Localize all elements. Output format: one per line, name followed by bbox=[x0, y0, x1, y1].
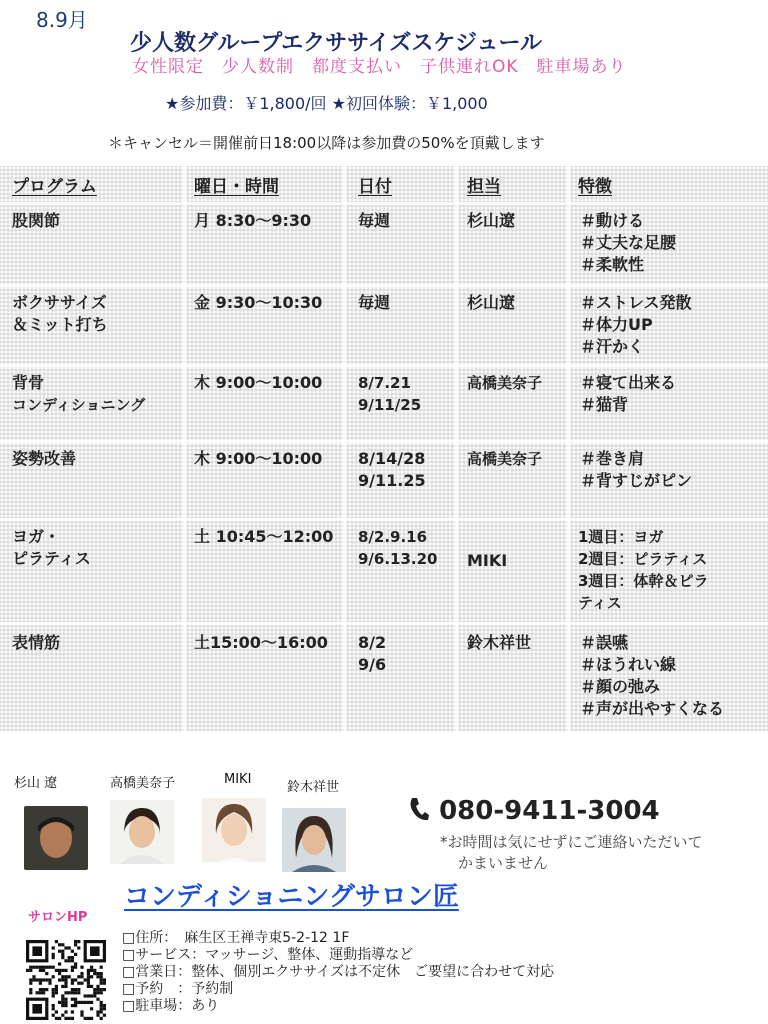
date-value: 9/6.13.20 bbox=[358, 550, 438, 568]
program-name: ピラティス bbox=[12, 549, 91, 568]
salon-name-link[interactable]: コンディショニングサロン匠 bbox=[124, 882, 459, 912]
time-cell: 金 9:30〜10:30 bbox=[194, 293, 323, 312]
time-cell: 土 10:45〜12:00 bbox=[194, 527, 334, 546]
program-cell bbox=[12, 292, 108, 336]
program-name: 股関節 bbox=[12, 211, 61, 230]
staff-photo bbox=[24, 806, 88, 870]
feature-tag: ＃背すじがピン bbox=[580, 471, 693, 490]
feature-tag: ＃巻き肩 bbox=[580, 449, 645, 468]
feature-tag: ＃声が出やすくなる bbox=[580, 699, 725, 718]
program-cell bbox=[12, 526, 91, 570]
column-divider bbox=[455, 166, 458, 731]
column-divider bbox=[183, 166, 186, 731]
page-subtitle: 女性限定 少人数制 都度支払い 子供連れOK 駐車場あり bbox=[132, 57, 627, 77]
avatar bbox=[110, 800, 174, 864]
header-program: プログラム bbox=[12, 177, 97, 197]
page-title: 少人数グループエクササイズスケジュール bbox=[130, 31, 543, 56]
program-name: ヨガ・ bbox=[12, 527, 61, 546]
program-cell bbox=[12, 210, 60, 232]
header-date: 日付 bbox=[358, 177, 392, 197]
staff-photo bbox=[202, 798, 266, 862]
cancel-note: ＊キャンセル＝開催前日18:00以降は参加費の50%を頂戴します bbox=[108, 134, 545, 152]
program-cell bbox=[12, 448, 76, 470]
program-name: 表情筋 bbox=[12, 633, 61, 652]
salon-info-line: □駐車場：あり bbox=[122, 998, 220, 1014]
contact-note bbox=[440, 832, 760, 874]
instructor-cell: 杉山遼 bbox=[467, 293, 516, 312]
instructor-cell: 鈴木祥世 bbox=[467, 633, 532, 652]
face-shape bbox=[221, 814, 247, 846]
face-shape bbox=[302, 825, 326, 855]
staff-photo bbox=[110, 800, 174, 864]
feature-tag: ＃顔の弛み bbox=[580, 677, 661, 696]
date-value: 毎週 bbox=[358, 293, 391, 312]
row-divider bbox=[0, 518, 768, 521]
feature-tag: ＃動ける bbox=[580, 211, 645, 230]
instructor-cell: MIKI bbox=[467, 551, 508, 570]
features-cell bbox=[580, 210, 676, 276]
program-name: ボクササイズ bbox=[12, 293, 107, 312]
instructor-cell: 高橋美奈子 bbox=[467, 374, 543, 392]
instructor-cell: 高橋美奈子 bbox=[467, 450, 543, 468]
feature-tag: 3週目：体幹＆ピラ bbox=[578, 572, 709, 590]
row-divider bbox=[0, 622, 768, 625]
row-divider bbox=[0, 284, 768, 287]
header-instructor: 担当 bbox=[467, 177, 501, 197]
date-cell bbox=[358, 292, 390, 314]
date-value: 8/14/28 bbox=[358, 449, 426, 468]
date-value: 8/7.21 bbox=[358, 374, 411, 392]
program-name: ＆ミット打ち bbox=[12, 315, 108, 334]
schedule-table bbox=[0, 166, 768, 731]
contact-note-line: かまいません bbox=[458, 854, 549, 872]
staff-name: 高橋美奈子 bbox=[110, 776, 176, 791]
salon-info-line: □住所： 麻生区王禅寺東5-2-12 1F bbox=[122, 930, 350, 946]
avatar bbox=[202, 798, 266, 862]
feature-tag: ＃寝て出来る bbox=[580, 373, 677, 392]
header-time: 曜日・時間 bbox=[194, 177, 279, 197]
fee-line: ★参加費：￥1,800/回 ★初回体験：￥1,000 bbox=[165, 94, 488, 113]
features-cell bbox=[580, 292, 692, 358]
contact-note-line: *お時間は気にせずにご連絡いただいて bbox=[440, 833, 703, 851]
feature-tag: 2週目：ピラティス bbox=[578, 550, 708, 568]
date-cell bbox=[358, 448, 426, 492]
program-name: 姿勢改善 bbox=[12, 449, 77, 468]
features-cell bbox=[580, 372, 676, 416]
date-cell bbox=[358, 372, 421, 416]
program-cell bbox=[12, 372, 145, 416]
date-cell bbox=[358, 526, 438, 570]
date-cell bbox=[358, 210, 390, 232]
phone-number-text: 080-9411-3004 bbox=[439, 796, 660, 826]
date-value: 9/6 bbox=[358, 655, 387, 674]
time-cell: 土15:00〜16:00 bbox=[194, 633, 328, 652]
time-cell: 月 8:30〜9:30 bbox=[194, 211, 312, 230]
row-divider bbox=[0, 364, 768, 367]
date-value: 9/11.25 bbox=[358, 471, 426, 490]
staff-name: 杉山 遼 bbox=[14, 776, 58, 791]
feature-tag: ＃誤嚥 bbox=[580, 633, 629, 652]
avatar bbox=[282, 808, 346, 872]
instructor-cell: 杉山遼 bbox=[467, 211, 516, 230]
phone-number[interactable] bbox=[408, 796, 660, 826]
date-cell bbox=[358, 632, 386, 676]
program-name: 背骨 bbox=[12, 373, 45, 392]
date-value: 8/2 bbox=[358, 633, 387, 652]
salon-info bbox=[122, 930, 554, 1015]
time-cell: 木 9:00〜10:00 bbox=[194, 449, 323, 468]
column-divider bbox=[567, 166, 570, 731]
time-cell: 木 9:00〜10:00 bbox=[194, 373, 323, 392]
date-value: 毎週 bbox=[358, 211, 391, 230]
face-shape bbox=[129, 816, 155, 848]
features-cell bbox=[578, 526, 708, 614]
staff-name: MIKI bbox=[224, 772, 252, 787]
row-divider bbox=[0, 440, 768, 443]
month-label: 8.9月 bbox=[36, 8, 88, 32]
table-header-row bbox=[0, 166, 768, 204]
column-divider bbox=[343, 166, 346, 731]
feature-tag: ＃汗かく bbox=[580, 337, 645, 356]
program-cell bbox=[12, 632, 60, 654]
salon-info-line: □予約 ：予約制 bbox=[122, 981, 234, 997]
date-value: 8/2.9.16 bbox=[358, 528, 428, 546]
staff-photo bbox=[282, 808, 346, 872]
program-name: コンディショニング bbox=[12, 396, 146, 414]
salon-info-line: □サービス：マッサージ、整体、運動指導など bbox=[122, 947, 414, 963]
avatar bbox=[24, 806, 88, 870]
row-divider bbox=[0, 202, 768, 205]
features-cell bbox=[580, 632, 724, 720]
features-cell bbox=[580, 448, 692, 492]
feature-tag: 1週目：ヨガ bbox=[578, 528, 664, 546]
feature-tag: ＃ほうれい線 bbox=[580, 655, 677, 674]
qr-code-icon[interactable] bbox=[26, 940, 106, 1020]
salon-info-line: □営業日：整体、個別エクササイズは不定休 ご要望に合わせて対応 bbox=[122, 964, 555, 980]
staff-name: 鈴木祥世 bbox=[287, 780, 340, 795]
feature-tag: ＃体力UP bbox=[580, 315, 653, 334]
feature-tag: ティス bbox=[578, 594, 622, 612]
date-value: 9/11/25 bbox=[358, 396, 422, 414]
salon-hp-label: サロンHP bbox=[28, 910, 88, 925]
phone-icon bbox=[408, 796, 430, 822]
header-features: 特徴 bbox=[578, 177, 612, 197]
feature-tag: ＃柔軟性 bbox=[580, 255, 645, 274]
feature-tag: ＃猫背 bbox=[580, 395, 629, 414]
feature-tag: ＃丈夫な足腰 bbox=[580, 233, 677, 252]
feature-tag: ＃ストレス発散 bbox=[580, 293, 692, 312]
